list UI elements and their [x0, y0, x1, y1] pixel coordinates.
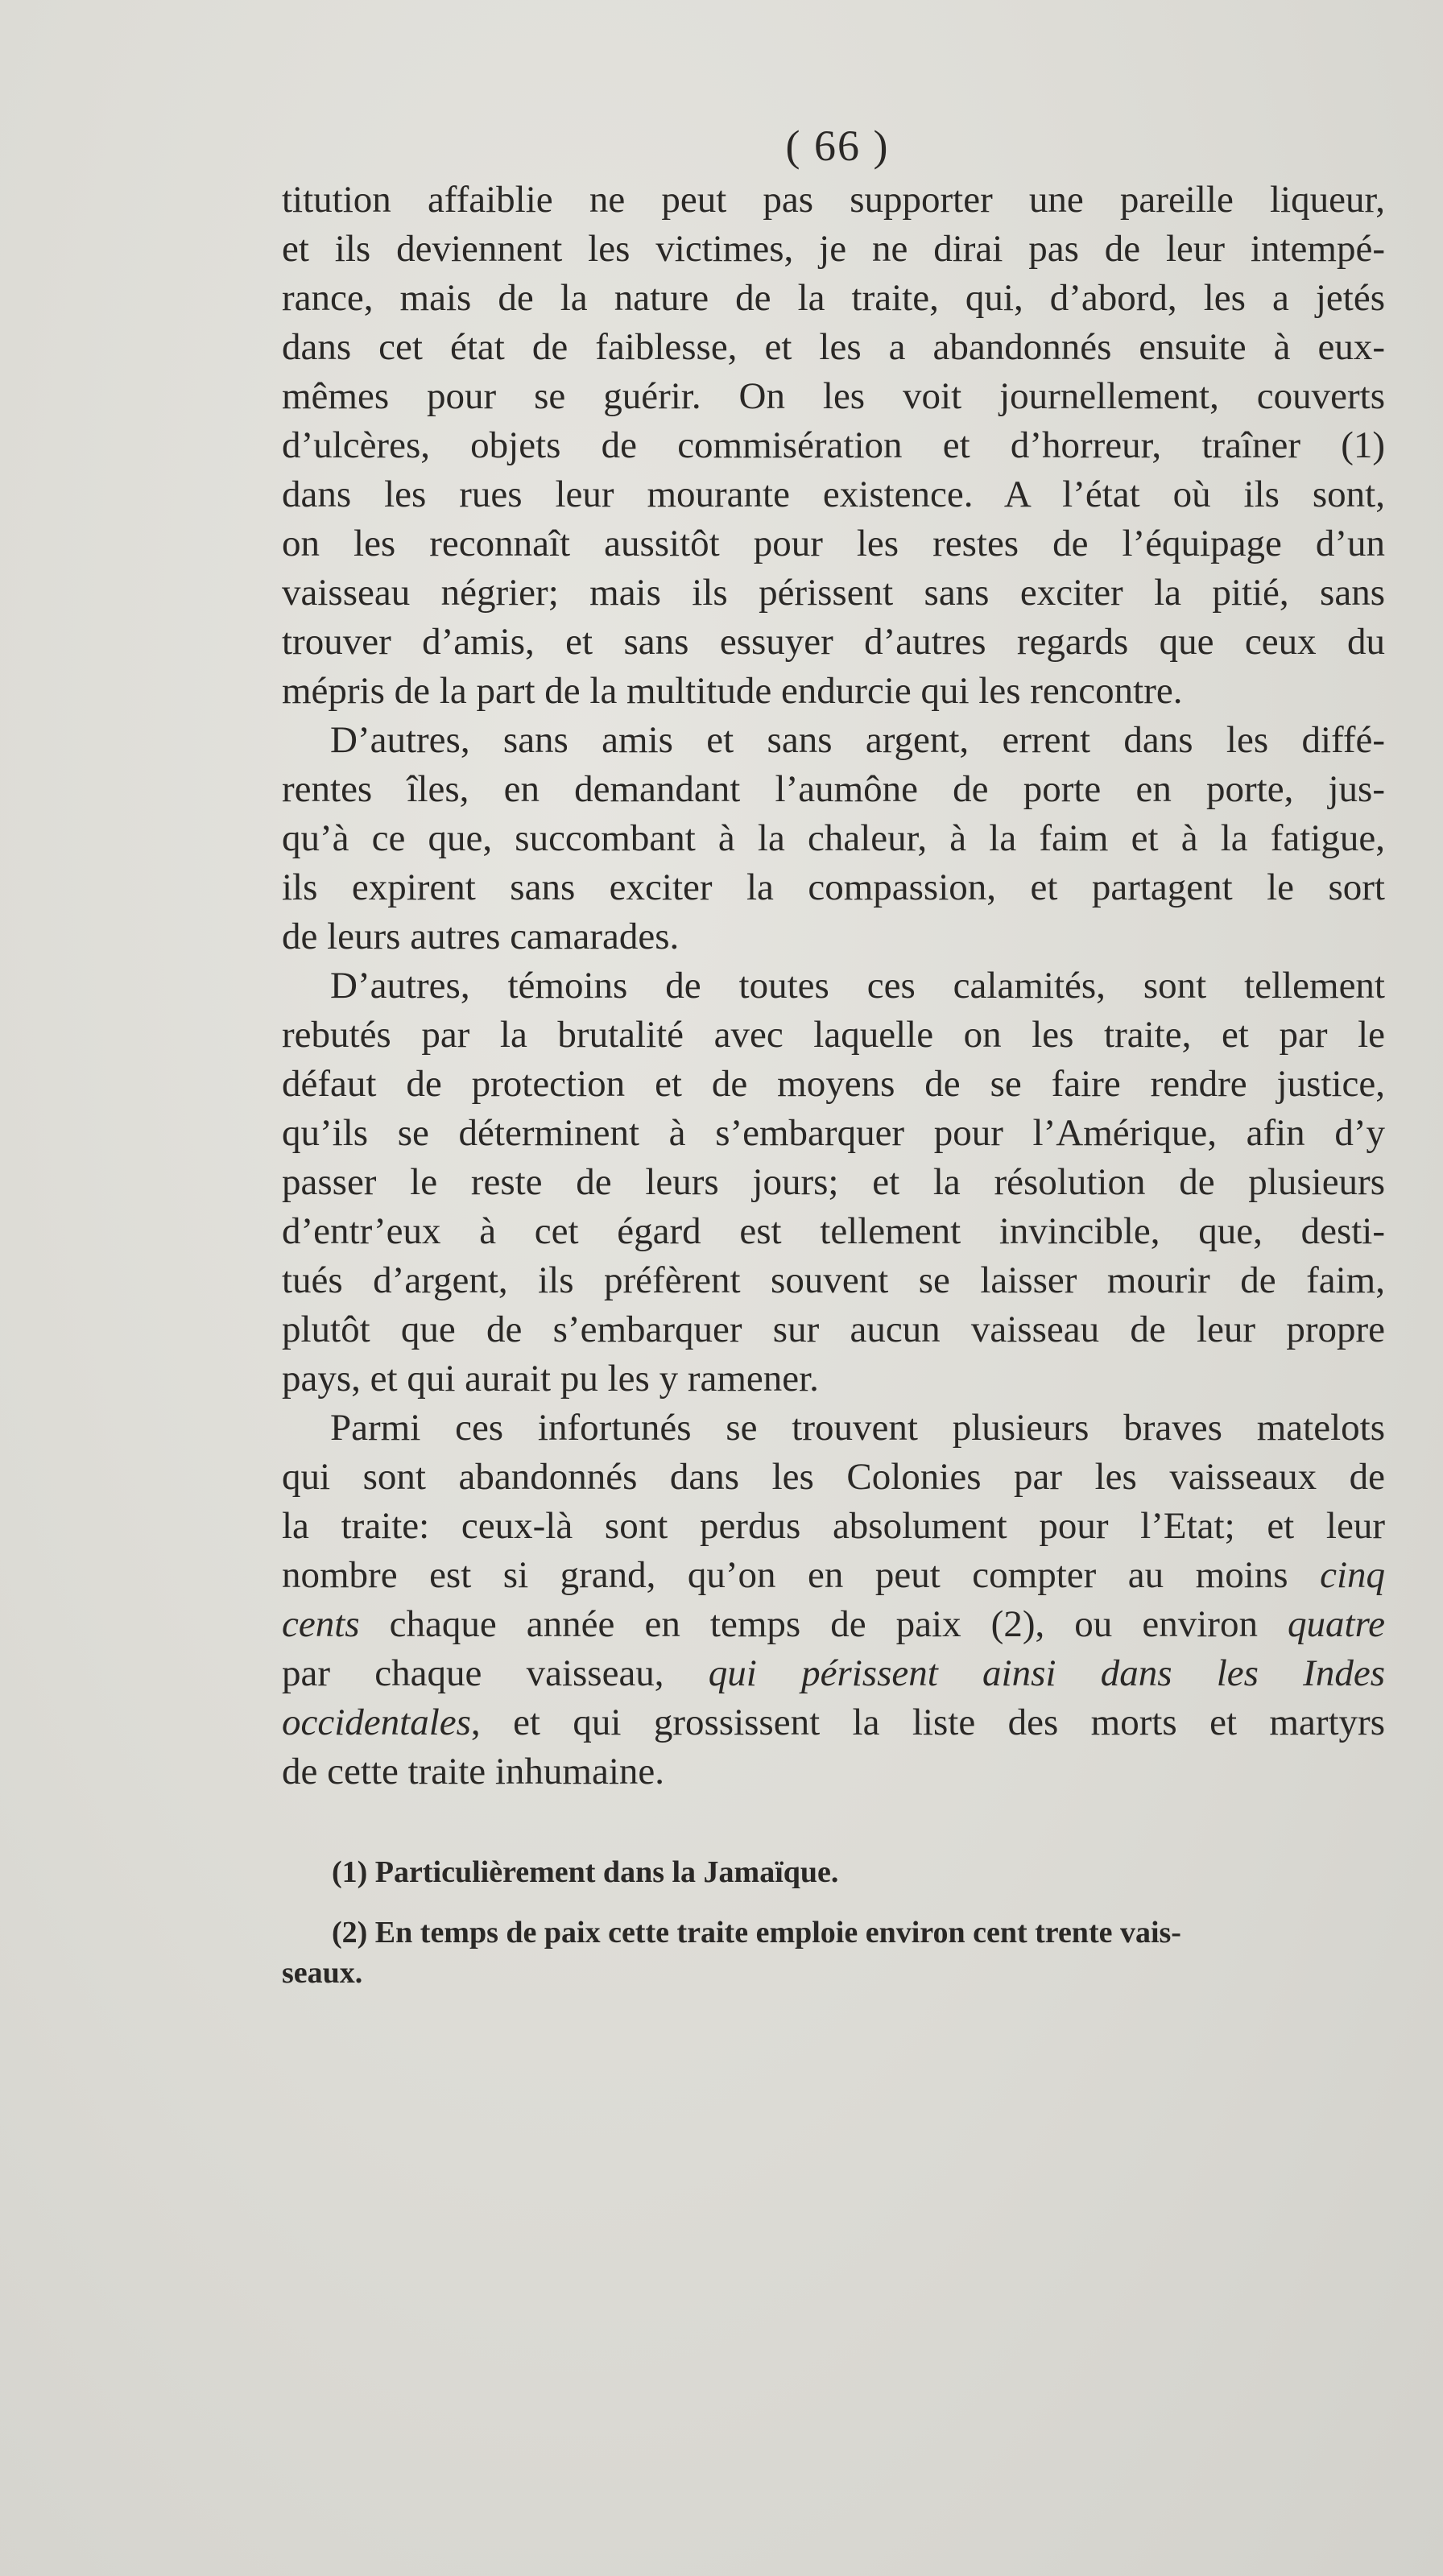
text-line: défaut de protection et de moyens de se faire rendre justice, — [282, 1063, 1385, 1105]
text-line: rebutés par la brutalité avec laquelle on les traite, et par le — [282, 1014, 1385, 1056]
text-line: cents chaque année en temps de paix (2), ou environ quatre — [282, 1603, 1385, 1645]
text-line: D’autres, témoins de toutes ces calamités, sont tellement — [330, 965, 1385, 1007]
body-text — [282, 176, 1385, 1797]
text-line: trouver d’amis, et sans essuyer d’autres regards que ceux du — [282, 621, 1385, 663]
text-line: Parmi ces infortunés se trouvent plusieurs braves matelots — [330, 1407, 1385, 1449]
text-line: D’autres, sans amis et sans argent, errent dans les diffé- — [330, 719, 1385, 761]
text-line: occidentales, et qui grossissent la liste des morts et martyrs — [282, 1701, 1385, 1743]
footnote-line: seaux. — [282, 1956, 363, 1990]
text-line: tués d’argent, ils préfèrent souvent se laisser mourir de faim, — [282, 1259, 1385, 1301]
footnote-line: (1) Particulièrement dans la Jamaïque. — [332, 1855, 839, 1889]
text-line: d’ulcères, objets de commisération et d’horreur, traîner (1) — [282, 424, 1385, 466]
text-line: passer le reste de leurs jours; et la résolution de plusieurs — [282, 1161, 1385, 1203]
text-line: pays, et qui aurait pu les y ramener. — [282, 1358, 819, 1400]
footnote-line: (2) En temps de paix cette traite emploie environ cent trente vais- — [332, 1916, 1181, 1950]
text-line: nombre est si grand, qu’on en peut compter au moins cinq — [282, 1554, 1385, 1596]
text-line: dans cet état de faiblesse, et les a abandonnés ensuite à eux- — [282, 326, 1385, 368]
text-line: la traite: ceux-là sont perdus absolument pour l’Etat; et leur — [282, 1505, 1385, 1547]
text-line: qu’ils se déterminent à s’embarquer pour l’Amérique, afin d’y — [282, 1112, 1385, 1154]
text-line: rance, mais de la nature de la traite, qui, d’abord, les a jetés — [282, 277, 1385, 319]
text-line: qu’à ce que, succombant à la chaleur, à la faim et à la fatigue, — [282, 817, 1385, 859]
text-line: plutôt que de s’embarquer sur aucun vaisseau de leur propre — [282, 1309, 1385, 1350]
text-line: par chaque vaisseau, qui périssent ainsi dans les Indes — [282, 1652, 1385, 1694]
text-line: d’entr’eux à cet égard est tellement invincible, que, desti- — [282, 1210, 1385, 1252]
footnotes — [282, 1852, 1385, 1993]
text-line: mêmes pour se guérir. On les voit journellement, couverts — [282, 375, 1385, 417]
text-line: vaisseau négrier; mais ils périssent sans exciter la pitié, sans — [282, 572, 1385, 614]
footnote-spacer — [282, 1892, 1385, 1912]
text-line: titution affaiblie ne peut pas supporter une pareille liqueur, — [282, 179, 1385, 221]
text-line: de cette traite inhumaine. — [282, 1751, 665, 1792]
text-line: rentes îles, en demandant l’aumône de porte en porte, jus- — [282, 768, 1385, 810]
text-line: dans les rues leur mourante existence. A l’état où ils sont, — [282, 473, 1385, 515]
page-number: ( 66 ) — [785, 122, 890, 170]
text-line: on les reconnaît aussitôt pour les restes de l’équipage d’un — [282, 523, 1385, 564]
text-line: ils expirent sans exciter la compassion, et partagent le sort — [282, 866, 1385, 908]
text-line: qui sont abandonnés dans les Colonies par les vaisseaux de — [282, 1456, 1385, 1498]
text-line: de leurs autres camarades. — [282, 916, 680, 957]
text-line: mépris de la part de la multitude endurcie qui les rencontre. — [282, 670, 1183, 712]
text-line: et ils deviennent les victimes, je ne dirai pas de leur intempé- — [282, 228, 1385, 270]
